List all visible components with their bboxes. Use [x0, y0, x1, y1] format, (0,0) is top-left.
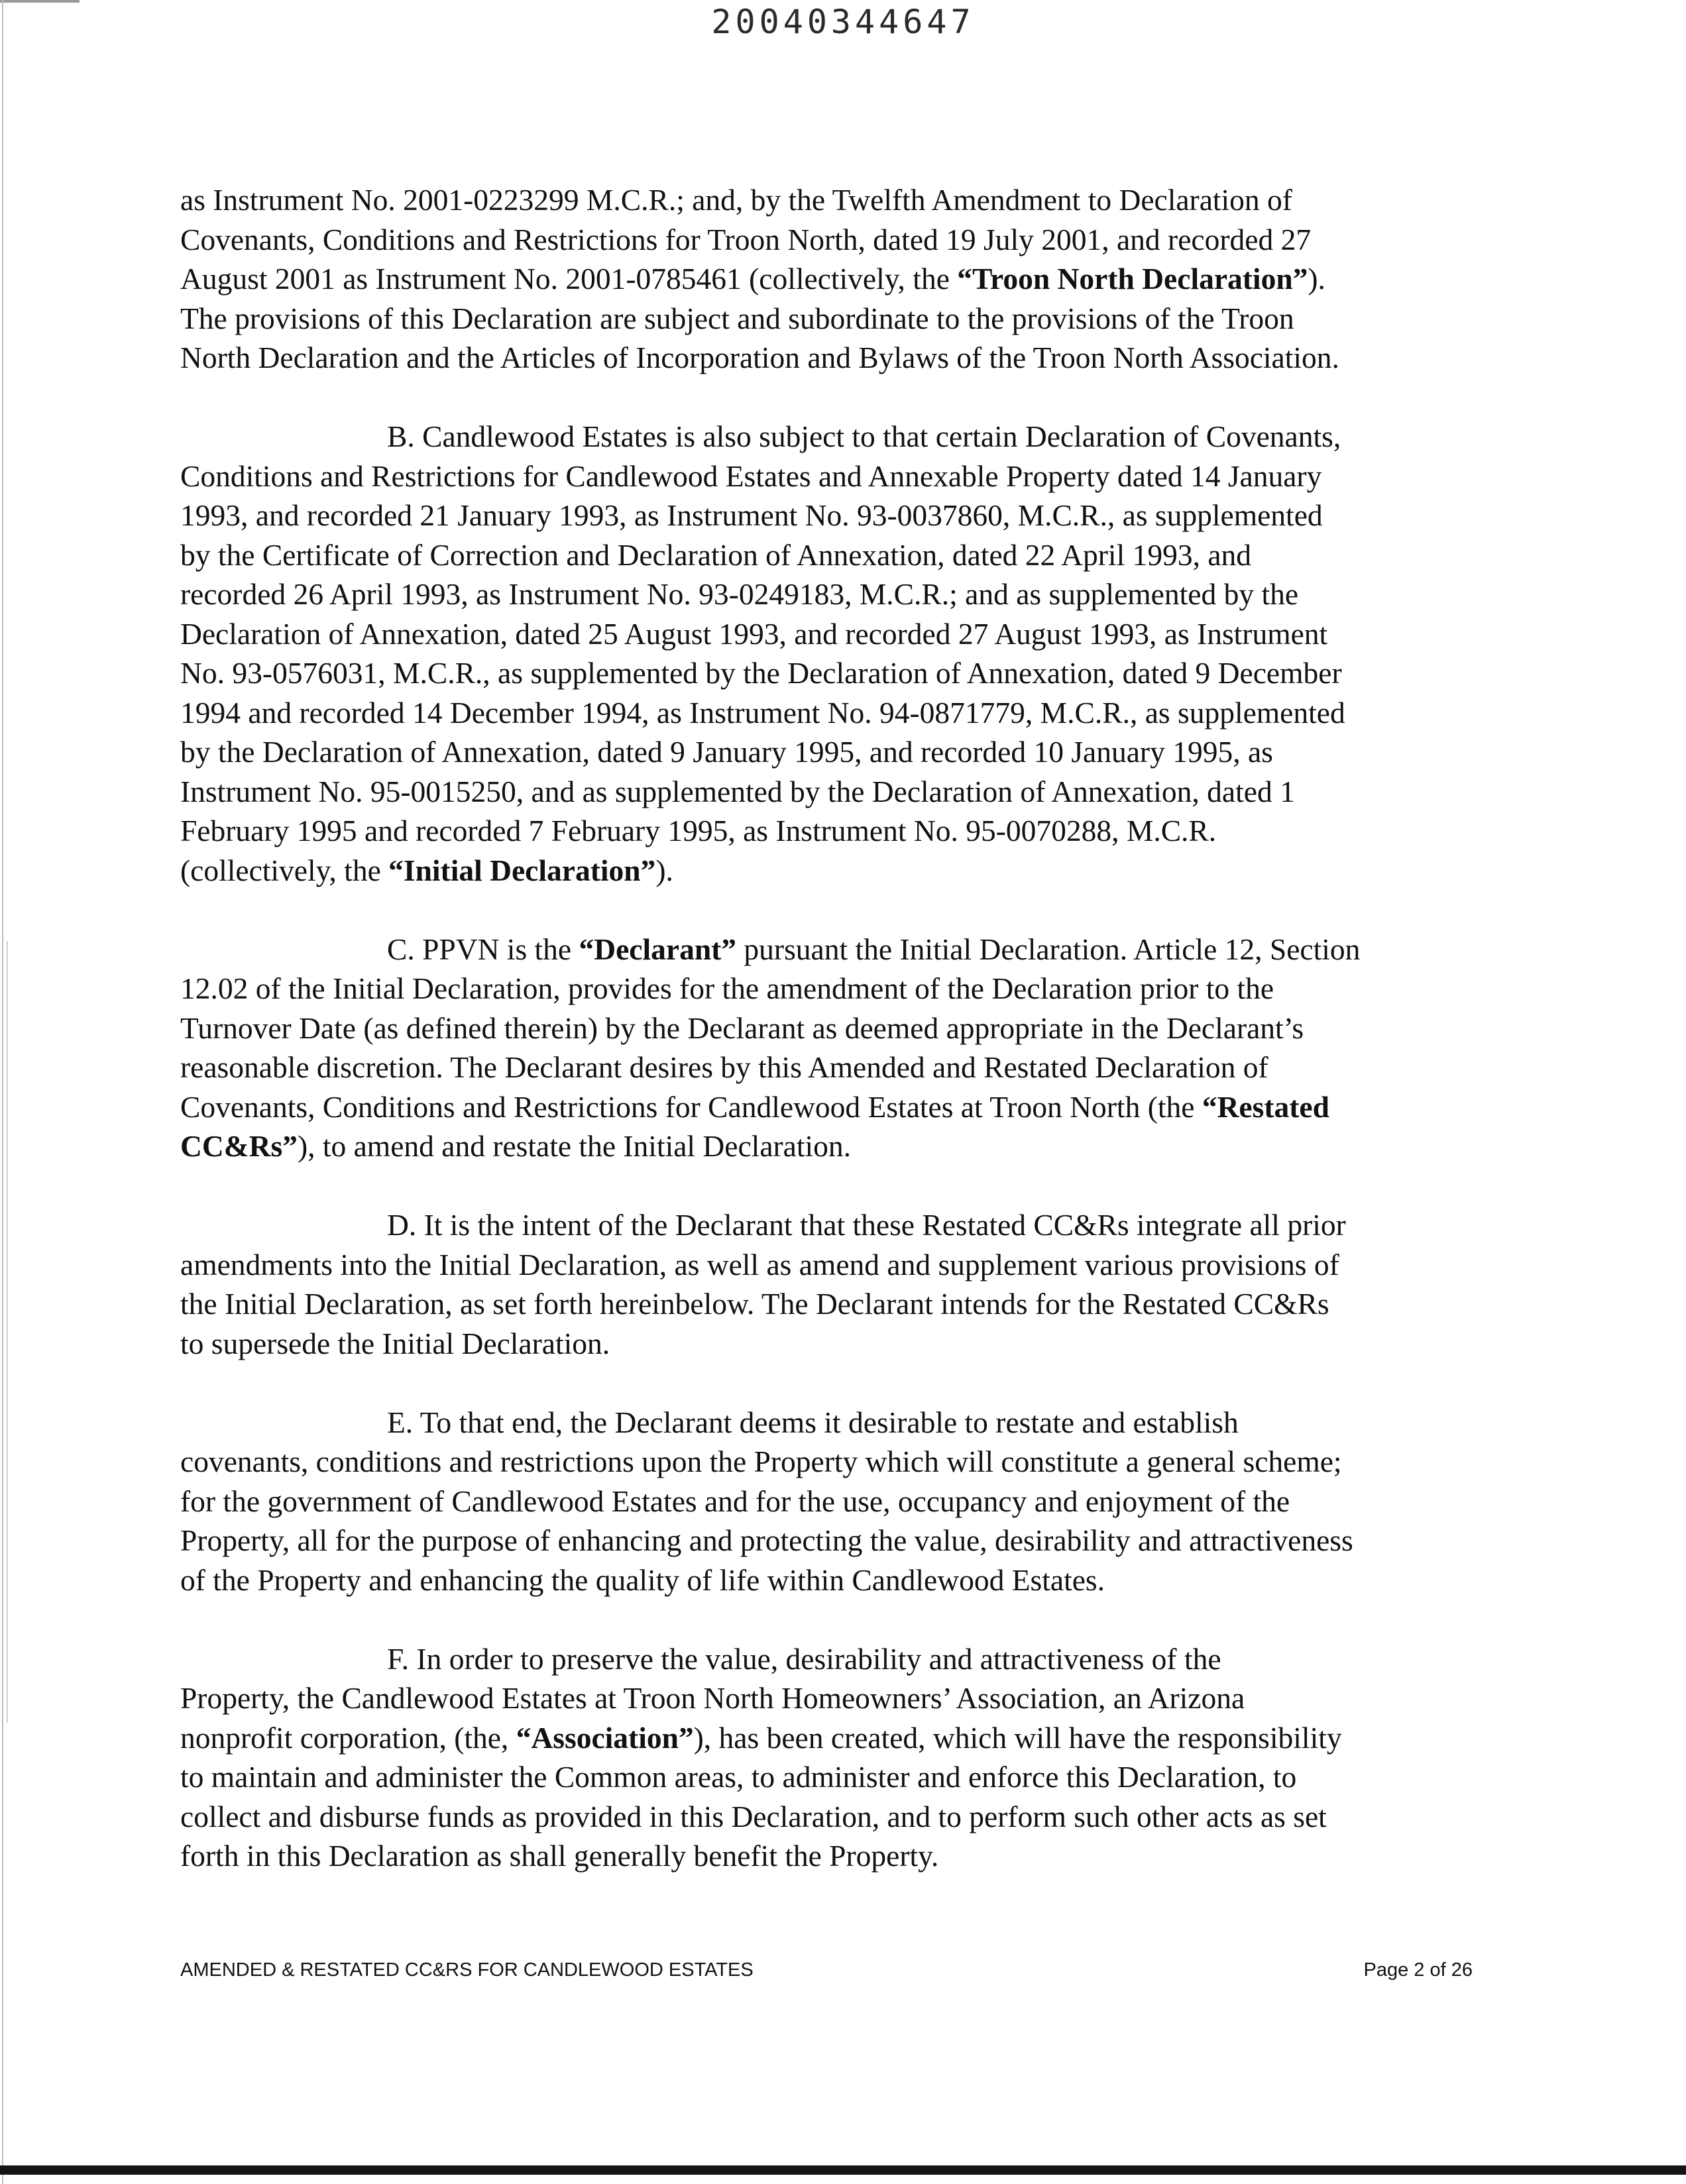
text-run: as Instrument No. 2001-0223299 M.C.R.; and, by the Twelfth Amendment to Declaration of	[180, 183, 1292, 217]
text-run: reasonable discretion. The Declarant desires by this Amended and Restated Declaration of	[180, 1050, 1268, 1084]
text-line	[180, 535, 1473, 575]
text-run: February 1995 and recorded 7 February 1995, as Instrument No. 95-0070288, M.C.R.	[180, 814, 1217, 847]
text-line	[180, 1048, 1473, 1087]
text-run: to maintain and administer the Common areas, to administer and enforce this Declaration, to	[180, 1760, 1297, 1794]
text-line	[180, 1245, 1473, 1285]
text-run: ), has been created, which will have the responsibility	[693, 1720, 1342, 1755]
text-line	[180, 1718, 1473, 1758]
text-line	[180, 259, 1473, 299]
text-run: The provisions of this Declaration are subject and subordinate to the provisions of the Troon	[180, 301, 1294, 335]
text-run: Turnover Date (as defined therein) by the Declarant as deemed appropriate in the Declarant’s	[180, 1010, 1304, 1045]
text-run: 1994 and recorded 14 December 1994, as Instrument No. 94-0871779, M.C.R., as supplemented	[180, 695, 1345, 730]
page-number: Page 2 of 26	[1363, 1959, 1473, 1981]
text-run: B. Candlewood Estates is also subject to that certain Declaration of Covenants,	[387, 419, 1341, 453]
text-run: covenants, conditions and restrictions upon the Property which will constitute a general scheme;	[180, 1445, 1342, 1478]
text-line	[180, 220, 1473, 260]
text-run: (collectively, the	[180, 853, 389, 887]
paragraph-intro-continued	[180, 180, 1473, 378]
text-line	[180, 1087, 1473, 1127]
page-footer	[180, 1959, 1473, 1986]
defined-term: “Restated	[1202, 1089, 1329, 1124]
scan-edge-line	[2, 0, 3, 2184]
text-run: forth in this Declaration as shall generally benefit the Property.	[180, 1839, 939, 1873]
text-line	[180, 1009, 1473, 1048]
text-run: of the Property and enhancing the quality of life within Candlewood Estates.	[180, 1562, 1105, 1597]
text-run: the Initial Declaration, as set forth hereinbelow. The Declarant intends for the Restated CC&Rs	[180, 1287, 1329, 1321]
text-line	[180, 1836, 1473, 1876]
text-run: North Declaration and the Articles of Incorporation and Bylaws of the Troon North Association.	[180, 341, 1339, 374]
text-run: ).	[1308, 262, 1325, 296]
defined-term: “Troon North Declaration”	[957, 262, 1308, 296]
text-run: Conditions and Restrictions for Candlewood Estates and Annexable Property dated 14 January	[180, 459, 1322, 493]
text-line	[180, 1678, 1473, 1718]
text-line	[180, 732, 1473, 772]
text-line	[180, 338, 1473, 378]
text-run: pursuant the Initial Declaration. Article 12, Section	[736, 932, 1361, 966]
text-line	[180, 1482, 1473, 1521]
text-line	[180, 180, 1473, 220]
text-line	[180, 969, 1473, 1009]
text-run: 1993, and recorded 21 January 1993, as Instrument No. 93-0037860, M.C.R., as supplemented	[180, 498, 1323, 532]
defined-term: CC&Rs”	[180, 1129, 298, 1163]
text-run: Property, the Candlewood Estates at Troon North Homeowners’ Association, an Arizona	[180, 1681, 1245, 1715]
text-run: Declaration of Annexation, dated 25 August 1993, and recorded 27 August 1993, as Instrument	[180, 616, 1328, 651]
paragraph-recital-b	[180, 417, 1473, 890]
text-run: for the government of Candlewood Estates and for the use, occupancy and enjoyment of the	[180, 1484, 1290, 1518]
text-run: F. In order to preserve the value, desirability and attractiveness of the	[387, 1641, 1221, 1676]
text-line	[180, 1284, 1473, 1324]
footer-title: AMENDED & RESTATED CC&RS FOR CANDLEWOOD ESTATES	[180, 1959, 754, 1981]
text-line	[180, 457, 1473, 496]
text-line	[180, 653, 1473, 693]
defined-term: “Association”	[516, 1720, 694, 1755]
text-line	[180, 851, 1473, 891]
scan-bottom-bar	[0, 2165, 1686, 2175]
text-line	[180, 1757, 1473, 1797]
text-line	[180, 574, 1473, 614]
paragraph-recital-e	[180, 1403, 1473, 1600]
text-run: by the Declaration of Annexation, dated 9 January 1995, and recorded 10 January 1995, as	[180, 735, 1273, 769]
text-line	[180, 1639, 1473, 1679]
text-run: E. To that end, the Declarant deems it desirable to restate and establish	[387, 1405, 1239, 1439]
text-run: ).	[655, 853, 673, 887]
text-line	[180, 1205, 1473, 1245]
text-line	[180, 693, 1473, 733]
text-line	[180, 930, 1473, 969]
text-run: Property, all for the purpose of enhancing and protecting the value, desirability and attractiveness	[180, 1523, 1353, 1557]
text-line	[180, 1403, 1473, 1443]
text-line	[180, 614, 1473, 654]
text-run: by the Certificate of Correction and Declaration of Annexation, dated 22 April 1993, and	[180, 537, 1252, 572]
paragraph-recital-f	[180, 1639, 1473, 1876]
text-line	[180, 496, 1473, 535]
text-line	[180, 299, 1473, 339]
text-run: Instrument No. 95-0015250, and as supplemented by the Declaration of Annexation, dated 1	[180, 774, 1295, 808]
text-run: Covenants, Conditions and Restrictions for Troon North, dated 19 July 2001, and recorded 27	[180, 222, 1312, 256]
text-run: August 2001 as Instrument No. 2001-0785461 (collectively, the	[180, 262, 958, 296]
scan-edge-line-2	[7, 941, 8, 1723]
text-run: Covenants, Conditions and Restrictions for Candlewood Estates at Troon North (the	[180, 1089, 1202, 1124]
defined-term: “Declarant”	[579, 932, 737, 966]
text-line	[180, 811, 1473, 851]
recording-number: 20040344647	[711, 3, 975, 41]
text-line	[180, 1126, 1473, 1166]
text-line	[180, 1442, 1473, 1482]
text-line	[180, 417, 1473, 457]
text-line	[180, 1521, 1473, 1560]
text-run: ), to amend and restate the Initial Declaration.	[297, 1129, 852, 1163]
text-run: recorded 26 April 1993, as Instrument No. 93-0249183, M.C.R.; and as supplemented by the	[180, 577, 1299, 611]
text-run: to supersede the Initial Declaration.	[180, 1326, 610, 1360]
text-line	[180, 1560, 1473, 1600]
text-run: D. It is the intent of the Declarant that these Restated CC&Rs integrate all prior	[387, 1208, 1346, 1242]
text-run: C. PPVN is the	[387, 932, 579, 966]
text-run: 12.02 of the Initial Declaration, provides for the amendment of the Declaration prior to the	[180, 971, 1274, 1005]
text-run: amendments into the Initial Declaration, as well as amend and supplement various provisions of	[180, 1247, 1339, 1282]
text-line	[180, 1797, 1473, 1837]
text-line	[180, 1324, 1473, 1364]
paragraph-recital-d	[180, 1205, 1473, 1363]
text-run: No. 93-0576031, M.C.R., as supplemented by the Declaration of Annexation, dated 9 December	[180, 656, 1342, 690]
paragraph-recital-c	[180, 930, 1473, 1166]
text-line	[180, 772, 1473, 812]
defined-term: “Initial Declaration”	[388, 853, 656, 887]
text-run: nonprofit corporation, (the,	[180, 1720, 516, 1755]
text-run: collect and disburse funds as provided in this Declaration, and to perform such other acts as set	[180, 1799, 1327, 1833]
document-body	[180, 180, 1473, 1876]
